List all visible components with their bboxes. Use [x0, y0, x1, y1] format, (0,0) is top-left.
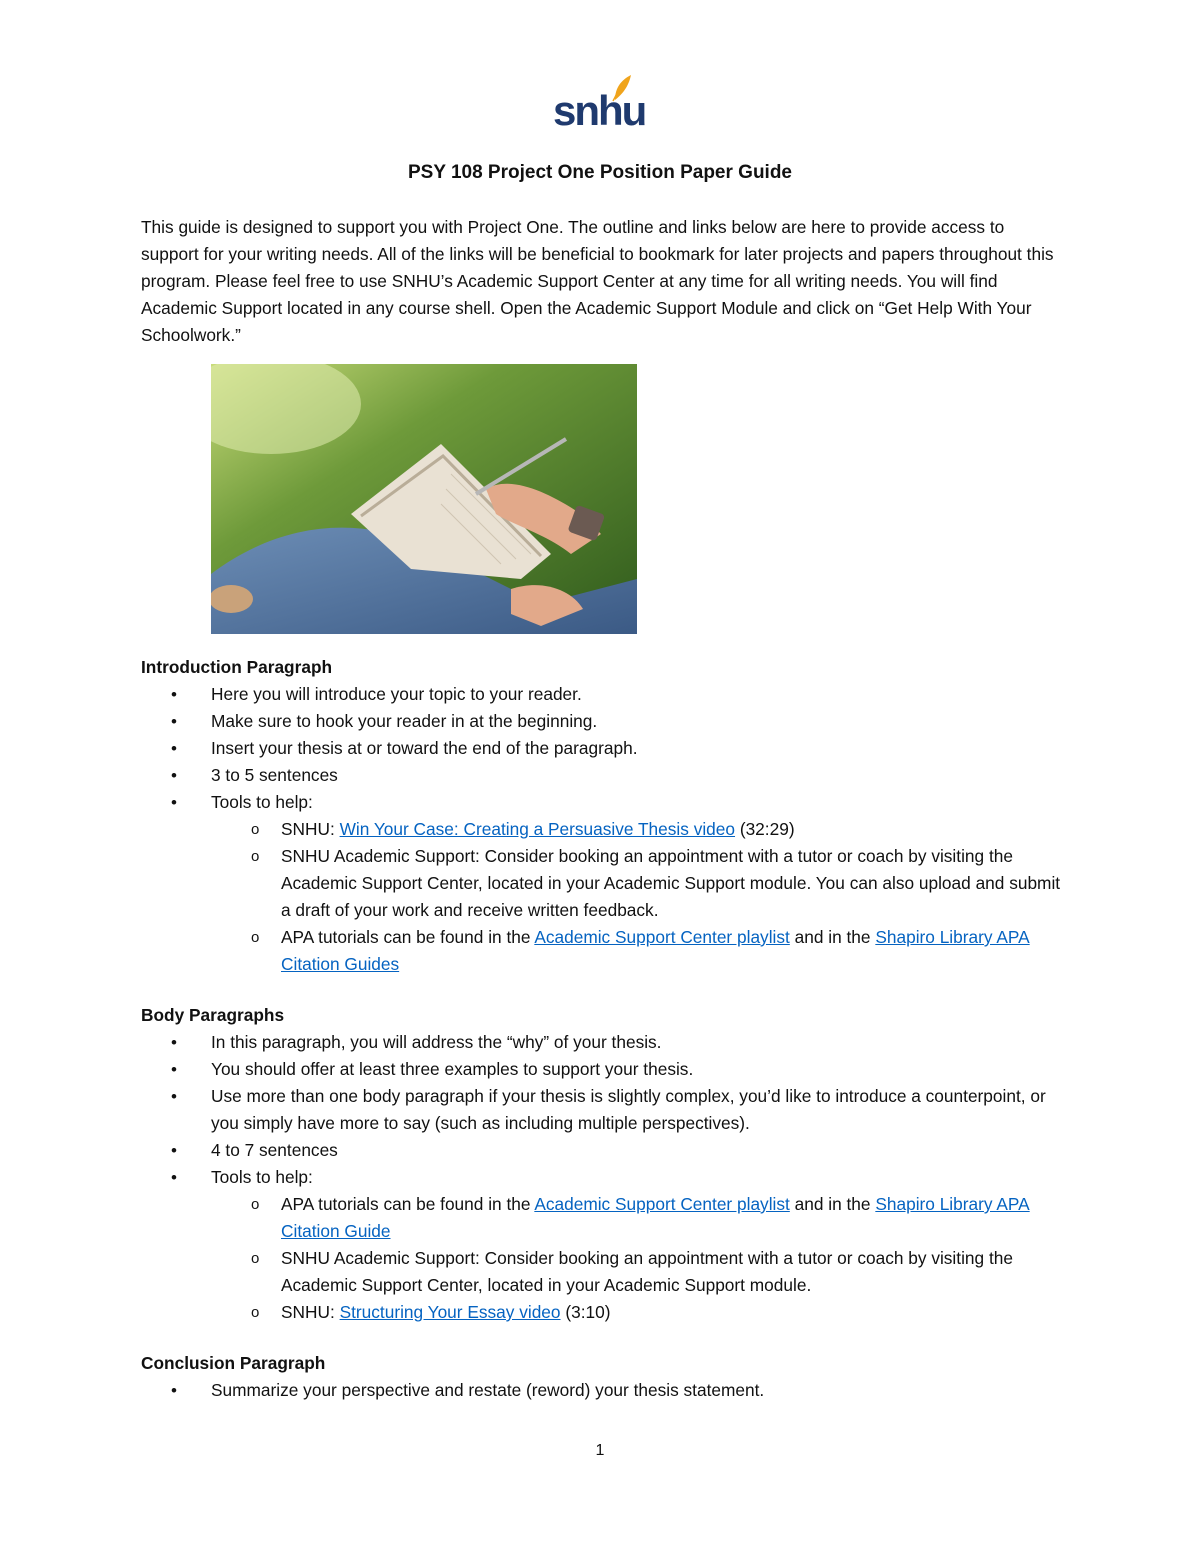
body-heading: Body Paragraphs	[141, 1005, 285, 1025]
structuring-essay-video-link[interactable]: Structuring Your Essay video	[339, 1302, 561, 1322]
sub-list-item: o SNHU Academic Support: Consider booking an appointment with a tutor or coach by visiting the Academic Support Center, located in your Academic Support module. You can also upload and submit a draft of your work and receive written feedback.	[211, 843, 1061, 924]
tools-label: Tools to help:	[211, 792, 313, 812]
tools-label: Tools to help:	[211, 1167, 313, 1187]
list-item: • 3 to 5 sentences	[141, 762, 1061, 789]
item-text: SNHU:	[281, 1302, 340, 1322]
thesis-video-link[interactable]: Win Your Case: Creating a Persuasive Thesis video	[339, 819, 736, 839]
list-item: • In this paragraph, you will address the “why” of your thesis.	[141, 1029, 1061, 1056]
list-item	[141, 1164, 1061, 1326]
list-item: • Insert your thesis at or toward the end of the paragraph.	[141, 735, 1061, 762]
writing-in-notebook-photo	[211, 364, 637, 634]
sub-list-item	[211, 924, 1061, 978]
sub-list-item	[211, 816, 1061, 843]
list-item: • Here you will introduce your topic to your reader.	[141, 681, 1061, 708]
sub-list-item	[211, 1191, 1061, 1245]
item-text: APA tutorials can be found in the	[281, 927, 535, 947]
intro-paragraph: This guide is designed to support you with Project One. The outline and links below are here to provide access to support for your writing needs. All of the links will be beneficial to bookmark for later projects and papers throughout this program. Please feel free to use SNHU’s Academic Support Center at any time for all writing needs. You will find Academic Support located in any course shell. Open the Academic Support Module and click on “Get Help With Your Schoolwork.”	[141, 217, 1054, 345]
list-item: • Use more than one body paragraph if your thesis is slightly complex, you’d like to introduce a counterpoint, or you simply have more to say (such as including multiple perspectives).	[141, 1083, 1061, 1137]
shapiro-apa-guide-link[interactable]: Shapiro Library APA Citation Guide	[281, 1194, 1030, 1241]
sub-list-item: o SNHU Academic Support: Consider booking an appointment with a tutor or coach by visiting the Academic Support Center, located in your Academic Support module.	[211, 1245, 1061, 1299]
item-text: SNHU:	[281, 819, 340, 839]
conclusion-section	[141, 1350, 1061, 1404]
shapiro-apa-guides-link[interactable]: Shapiro Library APA Citation Guides	[281, 927, 1030, 974]
introduction-section	[141, 654, 1061, 978]
page-title: PSY 108 Project One Position Paper Guide	[408, 162, 792, 183]
introduction-heading: Introduction Paragraph	[141, 657, 333, 677]
body-section	[141, 1002, 1061, 1326]
item-text: (32:29)	[735, 819, 795, 839]
list-item: • Summarize your perspective and restate (reword) your thesis statement.	[141, 1377, 1061, 1404]
item-text: and in the	[789, 1194, 876, 1214]
item-text: (3:10)	[560, 1302, 611, 1322]
page-number: 1	[595, 1442, 605, 1459]
academic-support-playlist-link[interactable]: Academic Support Center playlist	[534, 927, 790, 947]
sub-list-item	[211, 1299, 1061, 1326]
list-item: • 4 to 7 sentences	[141, 1137, 1061, 1164]
list-item	[141, 789, 1061, 978]
item-text: and in the	[789, 927, 876, 947]
item-text: APA tutorials can be found in the	[281, 1194, 535, 1214]
list-item: • Make sure to hook your reader in at the beginning.	[141, 708, 1061, 735]
academic-support-playlist-link[interactable]: Academic Support Center playlist	[534, 1194, 790, 1214]
conclusion-heading: Conclusion Paragraph	[141, 1353, 326, 1373]
logo-text: snhu	[553, 87, 646, 134]
list-item: • You should offer at least three examples to support your thesis.	[141, 1056, 1061, 1083]
snhu-logo	[553, 74, 646, 136]
